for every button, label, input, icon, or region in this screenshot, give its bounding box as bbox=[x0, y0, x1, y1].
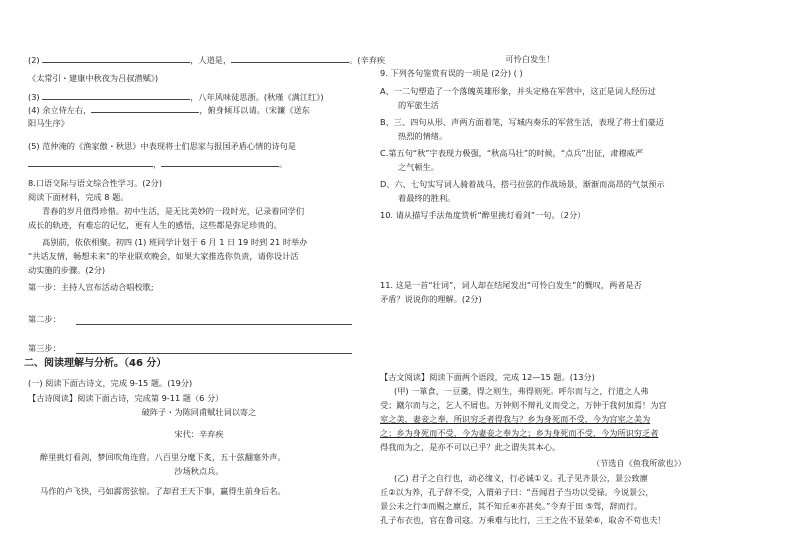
q9-option-c: C.第五句“秋”字表现力极强，“秋高马壮”的时候，“点兵”出征，肃穆威严 bbox=[380, 148, 644, 158]
q5-blank-1[interactable] bbox=[28, 158, 153, 167]
q8-intro: 阅读下面材料，完成 8 题。 bbox=[28, 192, 129, 202]
q11-line-2: 矛盾？说说你的理解。(2分) bbox=[380, 294, 482, 304]
q8-step3: 第三步： bbox=[28, 343, 61, 353]
q2-line: (2) ，人道是， 。(辛弃疾 bbox=[28, 55, 386, 65]
q8-step2: 第二步： bbox=[28, 314, 61, 324]
section2-heading: 二、阅读理解与分析。（46 分） bbox=[24, 358, 167, 369]
q9-title: 9. 下列各句鉴赏有误的一项是 (2分) ( ) bbox=[380, 68, 523, 78]
jia-line-1: (甲) 一箪食，一豆羹，得之则生，弗得则死。呼尔而与之，行道之人弗 bbox=[394, 386, 649, 396]
q2-source: 《太常引・建康中秋夜为吕叔潜赋》) bbox=[28, 73, 159, 83]
poem-author: 宋代：辛弃疾 bbox=[174, 429, 224, 439]
q8-step1: 第一步：主持人宣布活动合唱校歌; bbox=[28, 282, 154, 292]
q4-line-2: 阳马生序》 bbox=[28, 118, 69, 128]
poem-end: 可怜白发生！ bbox=[505, 54, 555, 64]
poem-line-1: 醉里挑灯看剑，梦回吹角连营。八百里分麾下炙，五十弦翻塞外声。 bbox=[40, 452, 286, 462]
q8-title: 8.口语交际与语文综合性学习。(2分) bbox=[28, 178, 163, 188]
q8-step3-line[interactable] bbox=[76, 353, 352, 354]
q3-blank[interactable] bbox=[42, 91, 190, 100]
q2-blank-1[interactable] bbox=[42, 54, 190, 63]
q2-number: (2) bbox=[28, 55, 40, 65]
q10-title: 10. 请从描写手法角度赏析“醉里挑灯看剑”一句。（2分） bbox=[380, 210, 586, 220]
q11-line-1: 11. 这是一首“壮词”，词人却在结尾发出“可怜白发生”的慨叹，两者是否 bbox=[380, 280, 642, 290]
q5-blanks: ， 。 bbox=[28, 158, 287, 170]
yi-line-1: (乙) 君子之自行也，动必缘义，行必诚①义。孔子见齐景公，景公致廪 bbox=[394, 473, 648, 483]
q9-option-b: B、三、四句从形、声两方面着笔，写城内奏乐的军营生活，表现了将士们豪迈 bbox=[380, 117, 664, 127]
q4-blank[interactable] bbox=[91, 104, 199, 113]
q2-blank-2[interactable] bbox=[231, 54, 349, 63]
q5-blank-2[interactable] bbox=[161, 158, 279, 167]
q4-line: (4) 余立侍左右， ，俯身倾耳以请。（宋濂《送东 bbox=[28, 105, 310, 115]
jia-source: （节选自《鱼我所欲也》） bbox=[591, 458, 686, 468]
poem-line-3: 马作的卢飞快，弓如霹雳弦惊。了却君王天下事，赢得生前身后名。 bbox=[40, 486, 286, 496]
q5-line: (5) 范仲淹的《渔家傲・秋思》中表现将士们思家与报国矛盾心情的诗句是 bbox=[28, 141, 297, 151]
q9-option-d: D、六、七句实写词人骑着战马，搭弓拉弦的作战场景，渐渐而高昂的气氛预示 bbox=[380, 179, 665, 189]
q9-option-a: A、一二句塑造了一个落魄英雄形象，并头定格在军营中，这正是词人经历过 bbox=[380, 86, 656, 96]
poem-instr: 【古诗阅读】阅读下面古诗，完成第 9-11 题（6 分） bbox=[28, 393, 224, 403]
poem-line-2: 沙场秋点兵。 bbox=[174, 466, 224, 476]
classical-instr: 【古文阅读】阅读下面两个语段，完成 12—15 题。(13分) bbox=[380, 372, 595, 382]
poem-title: 破阵子・为陈同甫赋壮词以寄之 bbox=[141, 407, 257, 417]
section2-instr: (一) 阅读下面古诗文，完成 9-15 题。(19分) bbox=[28, 378, 193, 388]
q3-line: (3) ，八年风味徒思浙。(秋瑾《满江红》) bbox=[28, 92, 324, 102]
q8-step2-line[interactable] bbox=[76, 324, 352, 325]
